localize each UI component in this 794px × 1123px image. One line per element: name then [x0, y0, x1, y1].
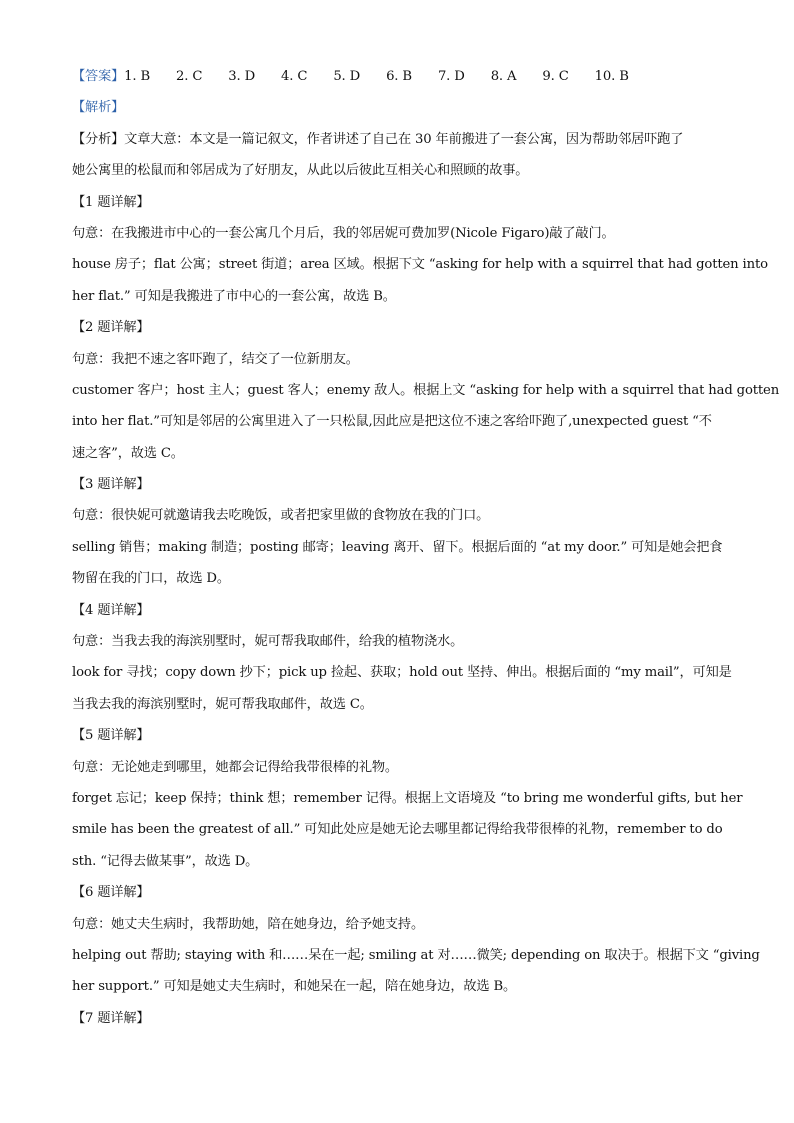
analysis-label: 【解析】: [72, 100, 125, 116]
question-line: smile has been the greatest of all.” 可知此处应是她无论去哪里都记得给我带很棒的礼物，remember to do: [72, 822, 723, 838]
question-line: 句意：她丈夫生病时，我帮助她，陪在她身边，给予她支持。: [72, 916, 425, 932]
answer-item: 9. C: [542, 69, 569, 84]
answer-label: 【答案】: [72, 69, 125, 84]
question-line: 句意：无论她走到哪里，她都会记得给我带很棒的礼物。: [72, 759, 398, 775]
question-line: customer 客户；host 主人；guest 客人；enemy 敌人。根据上文 “asking for help with a squirrel that had gotten: [72, 382, 780, 398]
question-line: 速之客”，故选 C。: [72, 445, 184, 461]
answer-item: 10. B: [594, 69, 629, 84]
question-line: house 房子；flat 公寓；street 街道；area 区域。根据下文 “asking for help with a squirrel that had gotten into: [72, 257, 768, 273]
summary-tag: 【分析】: [72, 131, 125, 147]
answer-item: 1. B: [124, 69, 151, 84]
question-line: 句意：在我搬进市中心的一套公寓几个月后，我的邻居妮可费加罗(Nicole Figaro)敲了敲门。: [72, 225, 615, 241]
question-line: into her flat.”可知是邻居的公寓里进入了一只松鼠,因此应是把这位不速之客给吓跑了,unexpected guest “不: [72, 414, 712, 430]
question-header: 【2 题详解】: [72, 320, 150, 336]
question-header: 【7 题详解】: [72, 1010, 150, 1026]
answer-item: 8. A: [490, 69, 517, 84]
question-line: look for 寻找；copy down 抄下；pick up 捡起、获取；hold out 坚持、伸出。根据后面的 “my mail”，可知是: [72, 665, 732, 681]
summary-text: 文章大意：本文是一篇记叙文，作者讲述了自己在 30 年前搬进了一套公寓，因为帮助邻居吓跑了: [124, 131, 684, 147]
question-header: 【5 题详解】: [72, 728, 150, 744]
answer-item: 4. C: [281, 69, 308, 84]
question-header: 【1 题详解】: [72, 194, 150, 210]
document-page: [72, 61, 780, 1034]
answer-item: 6. B: [386, 69, 412, 84]
question-line: selling 销售；making 制造；posting 邮寄；leaving 离开、留下。根据后面的 “at my door.” 可知是她会把食: [72, 539, 723, 555]
question-line: forget 忘记；keep 保持；think 想；remember 记得。根据上文语境及 “to bring me wonderful gifts, but her: [72, 790, 743, 806]
question-line: 物留在我的门口，故选 D。: [72, 571, 230, 587]
question-line: sth. “记得去做某事”，故选 D。: [72, 853, 259, 869]
answer-row: [72, 61, 724, 92]
question-header: 【6 题详解】: [72, 885, 150, 901]
question-line: 当我去我的海滨别墅时，妮可帮我取邮件，故选 C。: [72, 696, 373, 712]
question-line: her support.” 可知是她丈夫生病时，和她呆在一起，陪在她身边，故选 B。: [72, 979, 517, 995]
question-header: 【4 题详解】: [72, 602, 150, 618]
answer-item: 2. C: [176, 69, 203, 84]
question-header: 【3 题详解】: [72, 477, 150, 493]
question-line: 句意：我把不速之客吓跑了，结交了一位新朋友。: [72, 351, 359, 367]
question-line: 句意：很快妮可就邀请我去吃晚饭，或者把家里做的食物放在我的门口。: [72, 508, 490, 524]
question-line: 句意：当我去我的海滨别墅时，妮可帮我取邮件，给我的植物浇水。: [72, 634, 464, 650]
summary-line: 她公寓里的松鼠而和邻居成为了好朋友，从此以后彼此互相关心和照顾的故事。: [72, 163, 529, 179]
question-line: her flat.” 可知是我搬进了市中心的一套公寓，故选 B。: [72, 288, 396, 304]
summary-line: [72, 124, 724, 155]
answer-item: 3. D: [228, 69, 256, 84]
answer-item: 5. D: [333, 69, 361, 84]
question-line: helping out 帮助; staying with 和……呆在一起; smiling at 对……微笑; depending on 取决于。根据下文 “giving: [72, 947, 760, 963]
answer-item: 7. D: [437, 69, 465, 84]
